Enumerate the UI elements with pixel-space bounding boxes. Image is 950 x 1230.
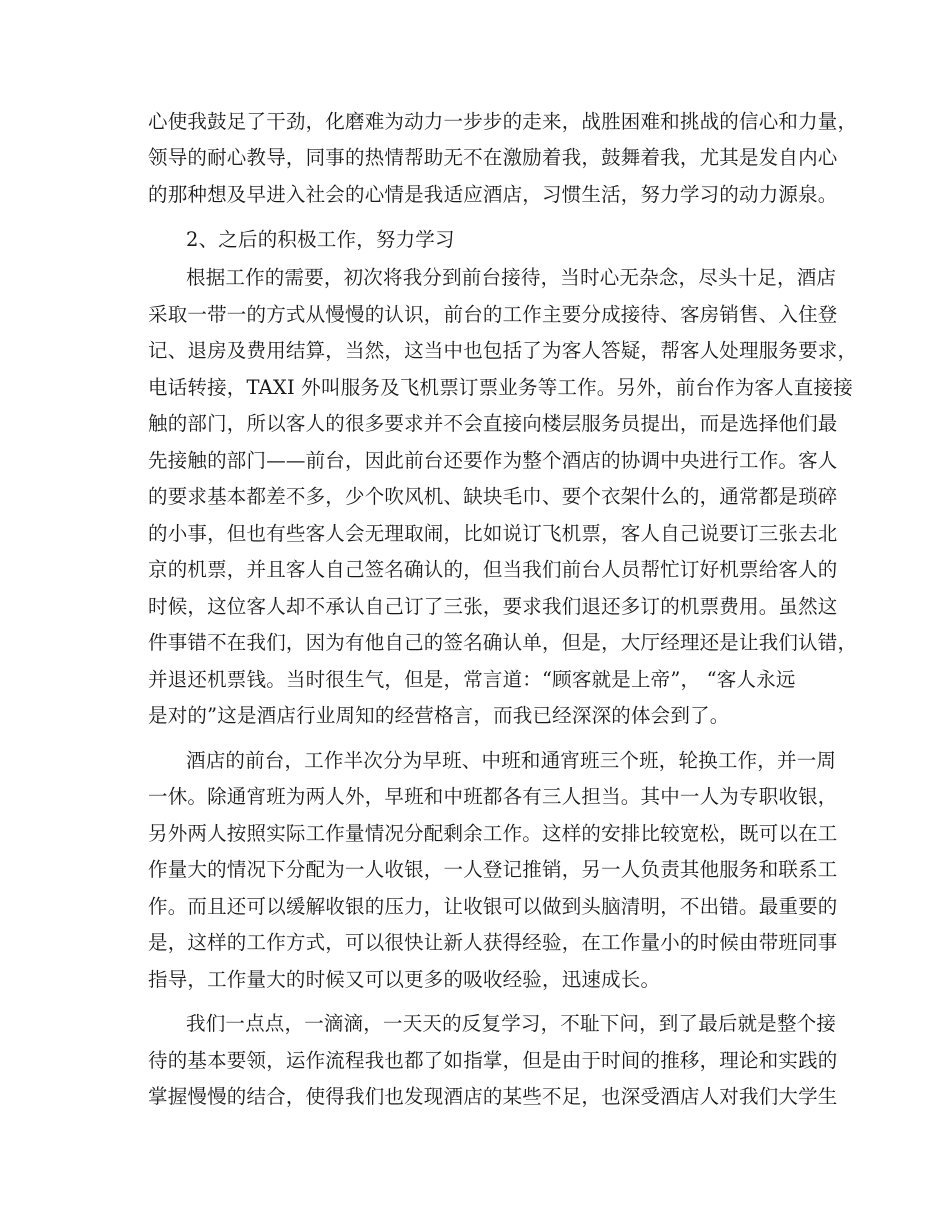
text-line: 采取一带一的方式从慢慢的认识，前台的工作主要分成接待、客房销售、入住登 <box>148 303 838 326</box>
text-line: 触的部门，所以客人的很多要求并不会直接向楼层服务员提出，而是选择他们最 <box>148 412 838 435</box>
text-line: 领导的耐心教导，同事的热情帮助无不在激励着我，鼓舞着我，尤其是发自内心 <box>148 146 838 169</box>
section-heading: 2、之后的积极工作，努力学习 <box>186 228 455 251</box>
text-line: 的要求基本都差不多，少个吹风机、缺块毛巾、要个衣架什么的，通常都是琐碎 <box>148 485 838 508</box>
text-line: 一休。除通宵班为两人外，早班和中班都各有三人担当。其中一人为专职收银， <box>148 785 838 808</box>
text-line: 心使我鼓足了干劲，化磨难为动力一步步的走来，战胜困难和挑战的信心和力量， <box>148 110 858 133</box>
text-line: 是，这样的工作方式，可以很快让新人获得经验，在工作量小的时候由带班同事 <box>148 931 838 954</box>
text-line: 京的机票，并且客人自己签名确认的，但当我们前台人员帮忙订好机票给客人的 <box>148 558 838 581</box>
paragraph-first-line: 根据工作的需要，初次将我分到前台接待，当时心无杂念，尽头十足，酒店 <box>186 266 837 289</box>
text-line: 并退还机票钱。当时很生气，但是，常言道：“顾客就是上帝”， “客人永远 <box>148 668 796 691</box>
text-line: 记、退房及费用结算，当然，这当中也包括了为客人答疑，帮客人处理服务要求， <box>148 339 858 362</box>
text-line: 电话转接，TAXI 外叫服务及飞机票订票业务等工作。另外，前台作为客人直接接 <box>148 376 853 399</box>
paragraph-first-line: 酒店的前台，工作半次分为早班、中班和通宵班三个班，轮换工作，并一周 <box>186 749 837 772</box>
text-line: 是对的”这是酒店行业周知的经营格言，而我已经深深的体会到了。 <box>148 704 730 727</box>
paragraph-first-line: 我们一点点，一滴滴，一天天的反复学习，不耻下问，到了最后就是整个接 <box>186 1012 837 1035</box>
text-line: 指导，工作量大的时候又可以更多的吸收经验，迅速成长。 <box>148 968 661 991</box>
text-line: 件事错不在我们，因为有他自己的签名确认单，但是，大厅经理还是让我们认错， <box>148 631 858 654</box>
text-line: 时候，这位客人却不承认自己订了三张，要求我们退还多订的机票费用。虽然这 <box>148 595 838 618</box>
text-line: 的那种想及早进入社会的心情是我适应酒店，习惯生活，努力学习的动力源泉。 <box>148 183 838 206</box>
text-line: 先接触的部门——前台，因此前台还要作为整个酒店的协调中央进行工作。客人 <box>148 449 838 472</box>
text-line: 另外两人按照实际工作量情况分配剩余工作。这样的安排比较宽松，既可以在工 <box>148 822 838 845</box>
text-line: 作。而且还可以缓解收银的压力，让收银可以做到头脑清明，不出错。最重要的 <box>148 895 838 918</box>
text-line: 作量大的情况下分配为一人收银，一人登记推销，另一人负责其他服务和联系工 <box>148 858 838 881</box>
text-line: 的小事，但也有些客人会无理取闹，比如说订飞机票，客人自己说要订三张去北 <box>148 522 838 545</box>
text-line: 掌握慢慢的结合，使得我们也发现酒店的某些不足，也深受酒店人对我们大学生 <box>148 1085 838 1108</box>
text-line: 待的基本要领，运作流程我也都了如指掌，但是由于时间的推移，理论和实践的 <box>148 1049 838 1072</box>
